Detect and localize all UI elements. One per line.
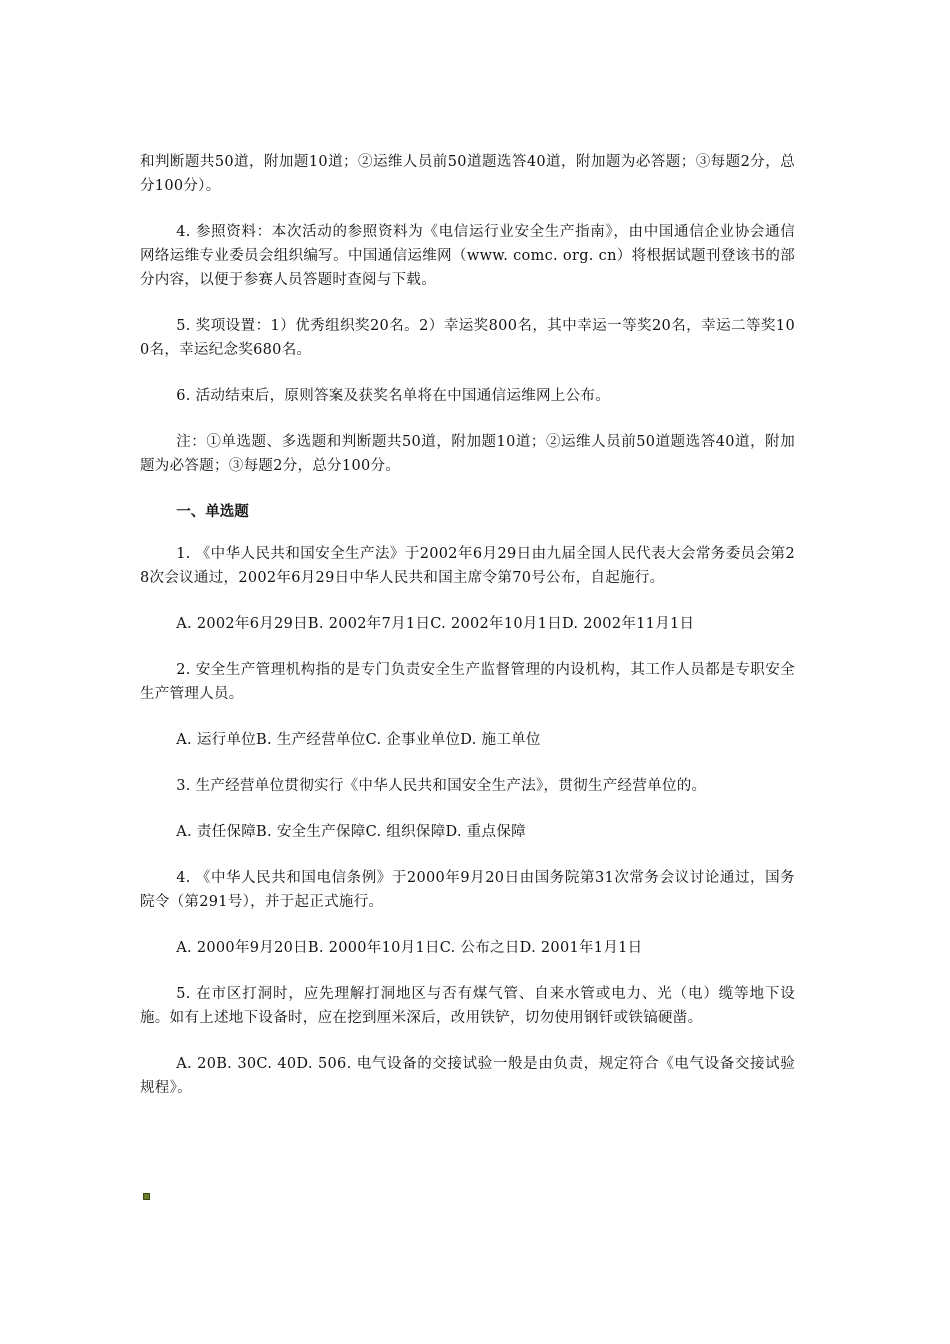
announcement-paragraph: 6. 活动结束后，原则答案及获奖名单将在中国通信运维网上公布。 xyxy=(176,388,610,404)
awards-paragraph: 5. 奖项设置：1）优秀组织奖20名。2）幸运奖800名，其中幸运一等奖20名，幸运二等奖100名，幸运纪念奖680名。 xyxy=(140,318,795,358)
section-title: 一、单选题 xyxy=(176,504,249,520)
question-2: 2. 安全生产管理机构指的是专门负责安全生产监督管理的内设机构，其工作人员都是专职安全生产管理人员。 xyxy=(140,662,795,702)
small-square-mark-icon xyxy=(143,1193,150,1200)
document-body xyxy=(140,150,795,1100)
question-1-options: A. 2002年6月29日B. 2002年7月1日C. 2002年10月1日D. 2002年11月1日 xyxy=(176,616,695,632)
question-4-options: A. 2000年9月20日B. 2000年10月1日C. 公布之日D. 2001年1月1日 xyxy=(176,940,643,956)
question-5: 5. 在市区打洞时，应先理解打洞地区与否有煤气管、自来水管或电力、光（电）缆等地下设施。如有上述地下设备时，应在挖到厘米深后，改用铁铲，切勿使用钢钎或铁镐硬凿。 xyxy=(140,986,795,1026)
question-2-options: A. 运行单位B. 生产经营单位C. 企事业单位D. 施工单位 xyxy=(176,732,541,748)
question-1: 1. 《中华人民共和国安全生产法》于2002年6月29日由九届全国人民代表大会常务委员会第28次会议通过，2002年6月29日中华人民共和国主席令第70号公布，自起施行。 xyxy=(140,546,795,586)
question-4: 4. 《中华人民共和国电信条例》于2000年9月20日由国务院第31次常务会议讨论通过，国务院令（第291号），并于起正式施行。 xyxy=(140,870,795,910)
question-3: 3. 生产经营单位贯彻实行《中华人民共和国安全生产法》，贯彻生产经营单位的。 xyxy=(176,778,707,794)
question-5-options: A. 20B. 30C. 40D. 506. 电气设备的交接试验一般是由负责，规定符合《电气设备交接试验规程》。 xyxy=(140,1056,795,1096)
intro-continuation-paragraph: 和判断题共50道，附加题10道；②运维人员前50道题选答40道，附加题为必答题；③每题2分，总分100分）。 xyxy=(140,154,795,194)
reference-material-paragraph: 4. 参照资料：本次活动的参照资料为《电信运行业安全生产指南》，由中国通信企业协会通信网络运维专业委员会组织编写。中国通信运维网（www. comc. org. cn）将根据试题刊登该书的部分内容，以便于参赛人员答题时查阅与下载。 xyxy=(140,224,795,288)
question-3-options: A. 责任保障B. 安全生产保障C. 组织保障D. 重点保障 xyxy=(176,824,526,840)
note-paragraph: 注：①单选题、多选题和判断题共50道，附加题10道；②运维人员前50道题选答40道，附加题为必答题；③每题2分，总分100分。 xyxy=(140,434,795,474)
